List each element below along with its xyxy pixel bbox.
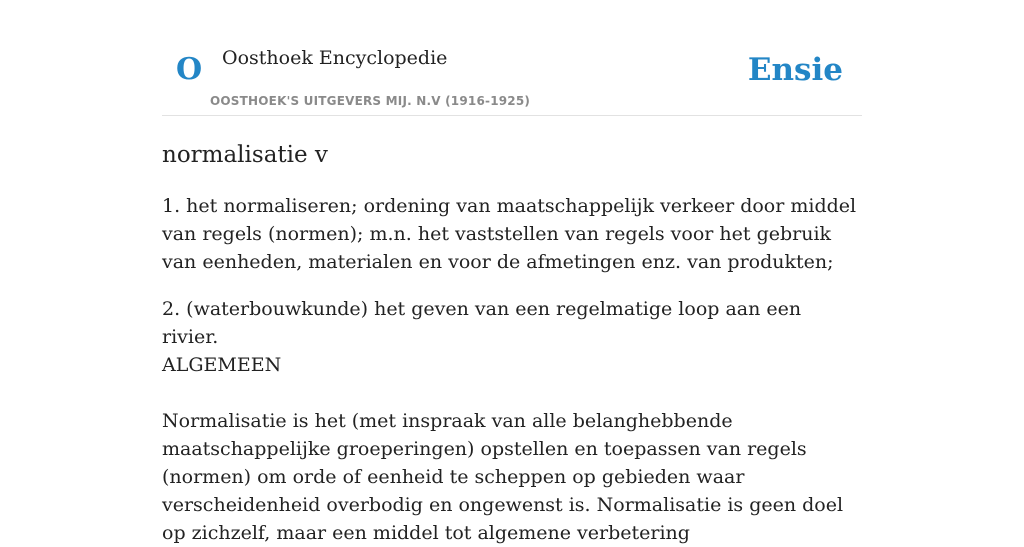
page-container bbox=[162, 0, 862, 544]
brand-logo-link[interactable]: Ensie bbox=[747, 52, 843, 88]
logo-letter-icon[interactable]: O bbox=[176, 52, 203, 87]
body-paragraph: Normalisatie is het (met inspraak van alle belanghebbende maatschappelijke groeperingen) opstellen en toepassen van regels (normen) om orde of eenheid te scheppen op gebieden waar verscheidenheid overbodig en ongewenst is. Normalisatie is geen doel op zichzelf, maar een middel tot algemene verbetering bbox=[162, 410, 844, 544]
site-subtitle: OOSTHOEK'S UITGEVERS MIJ. N.V (1916-1925) bbox=[210, 94, 531, 108]
entry-title: normalisatie v bbox=[162, 142, 328, 168]
site-title[interactable]: Oosthoek Encyclopedie bbox=[222, 47, 448, 69]
definition-2: 2. (waterbouwkunde) het geven van een regelmatige loop aan een rivier. bbox=[162, 298, 802, 348]
definition-1: 1. het normaliseren; ordening van maatschappelijk verkeer door middel van regels (normen); m.n. het vaststellen van regels voor het gebruik van eenheden, materialen en voor de afmetingen enz. van produkten; bbox=[162, 195, 857, 273]
section-heading: ALGEMEEN bbox=[162, 354, 282, 376]
site-header bbox=[162, 0, 862, 116]
